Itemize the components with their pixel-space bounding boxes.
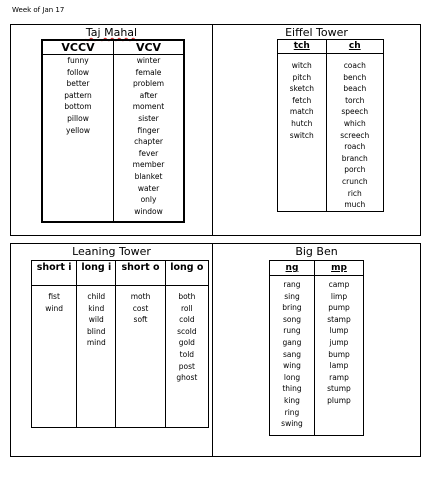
word-item: sang: [282, 349, 301, 359]
leaning-tower-title: Leaning Tower: [72, 245, 151, 258]
word-item: hutch: [291, 118, 313, 128]
word-item: stamp: [327, 314, 351, 324]
word-item: thing: [282, 384, 302, 394]
word-item: coach: [343, 61, 366, 70]
word-item: speech: [341, 107, 369, 117]
word-item: match: [289, 107, 314, 117]
word-item: screech: [340, 130, 370, 140]
big-ben-section: [212, 243, 421, 457]
leaning-col3-header: short o: [116, 261, 165, 286]
word-item: fetch: [292, 95, 312, 105]
word-item: water: [137, 183, 160, 193]
eiffel-col2-header: ch: [326, 40, 383, 54]
word-item: rich: [347, 188, 362, 198]
word-item: beach: [343, 84, 367, 94]
leaning-col2-words: [77, 286, 116, 428]
word-item: switch: [289, 130, 314, 140]
word-item: yellow: [66, 125, 90, 135]
word-item: soft: [133, 315, 148, 325]
word-item: ring: [284, 407, 300, 417]
word-item: rang: [283, 280, 301, 289]
word-item: only: [140, 195, 157, 205]
word-item: child: [87, 292, 106, 301]
word-item: long: [283, 372, 301, 382]
taj-col2-words: [114, 55, 185, 223]
word-item: plump: [327, 395, 351, 405]
leaning-tower-table: [31, 260, 209, 428]
word-item: chapter: [134, 137, 163, 147]
word-item: moth: [130, 292, 151, 301]
word-item: sketch: [289, 84, 314, 94]
word-item: sister: [138, 113, 159, 123]
word-item: told: [179, 349, 195, 359]
leaning-col1-words: [32, 286, 77, 428]
word-item: winter: [136, 56, 161, 65]
word-item: fever: [138, 148, 159, 158]
leaning-col4-words: [165, 286, 208, 428]
word-item: pillow: [67, 113, 89, 123]
big-ben-title: Big Ben: [295, 245, 338, 258]
leaning-col2-header: long i: [77, 261, 116, 286]
word-item: stump: [327, 384, 351, 394]
word-item: female: [135, 67, 162, 77]
week-label: Week of Jan 17: [12, 6, 65, 14]
word-item: which: [343, 118, 366, 128]
eiffel-tower-table: [277, 39, 384, 212]
word-item: roach: [344, 142, 366, 152]
word-item: blanket: [134, 171, 163, 181]
word-item: problem: [132, 79, 165, 89]
word-item: bump: [328, 349, 350, 359]
bigben-col2-words: [314, 276, 363, 436]
taj-mahal-section: [10, 24, 213, 236]
bigben-col2-header: mp: [314, 261, 363, 276]
word-item: porch: [344, 165, 366, 175]
word-item: branch: [341, 153, 368, 163]
word-item: mind: [86, 338, 106, 348]
word-item: lamp: [329, 361, 349, 371]
word-item: kind: [88, 303, 105, 313]
taj-col1-header: VCCV: [42, 40, 114, 55]
word-item: witch: [291, 61, 312, 70]
word-item: bottom: [64, 102, 92, 112]
word-item: gang: [282, 337, 302, 347]
word-item: finger: [137, 125, 160, 135]
leaning-col3-words: [116, 286, 165, 428]
word-item: pump: [328, 303, 350, 313]
word-item: ramp: [329, 372, 349, 382]
word-item: king: [284, 395, 300, 405]
word-item: swing: [281, 419, 303, 429]
word-item: wing: [283, 361, 301, 371]
word-item: crunch: [341, 176, 368, 186]
word-item: window: [134, 206, 163, 216]
word-item: moment: [132, 102, 165, 112]
word-item: blind: [87, 326, 106, 336]
word-item: rung: [283, 326, 301, 336]
eiffel-tower-section: [212, 24, 421, 236]
word-item: jump: [329, 337, 349, 347]
word-item: sing: [284, 291, 300, 301]
taj-col1-words: [42, 55, 114, 223]
word-item: wild: [88, 315, 104, 325]
word-item: much: [344, 200, 366, 210]
leaning-tower-section: [10, 243, 213, 457]
word-item: limp: [330, 291, 348, 301]
big-ben-table: [269, 260, 364, 436]
word-item: song: [282, 314, 301, 324]
word-item: gold: [178, 338, 195, 348]
bigben-col1-words: [270, 276, 315, 436]
word-item: lump: [329, 326, 349, 336]
word-item: member: [132, 160, 165, 170]
eiffel-col1-words: [278, 54, 327, 212]
leaning-col4-header: long o: [165, 261, 208, 286]
word-item: follow: [66, 67, 90, 77]
word-item: wind: [45, 303, 63, 313]
word-item: cold: [179, 315, 195, 325]
word-item: bring: [282, 303, 302, 313]
word-item: after: [139, 90, 158, 100]
word-item: fist: [48, 292, 60, 301]
word-item: pattern: [64, 90, 92, 100]
word-item: bench: [343, 72, 367, 82]
word-item: torch: [345, 95, 365, 105]
word-item: better: [66, 79, 90, 89]
taj-mahal-table: [41, 39, 185, 223]
word-item: camp: [328, 280, 350, 289]
word-item: ghost: [176, 373, 198, 383]
word-item: cost: [132, 303, 149, 313]
word-item: pitch: [292, 72, 312, 82]
taj-col2-header: VCV: [114, 40, 185, 55]
eiffel-tower-title: Eiffel Tower: [285, 26, 348, 39]
word-item: roll: [181, 303, 193, 313]
word-item: funny: [67, 56, 89, 65]
taj-mahal-title: Taj Mahal: [85, 26, 138, 39]
word-item: both: [178, 292, 196, 301]
bigben-col1-header: ng: [270, 261, 315, 276]
eiffel-col2-words: [326, 54, 383, 212]
leaning-col1-header: short i: [32, 261, 77, 286]
word-item: scold: [177, 326, 197, 336]
word-item: post: [178, 361, 195, 371]
eiffel-col1-header: tch: [278, 40, 327, 54]
